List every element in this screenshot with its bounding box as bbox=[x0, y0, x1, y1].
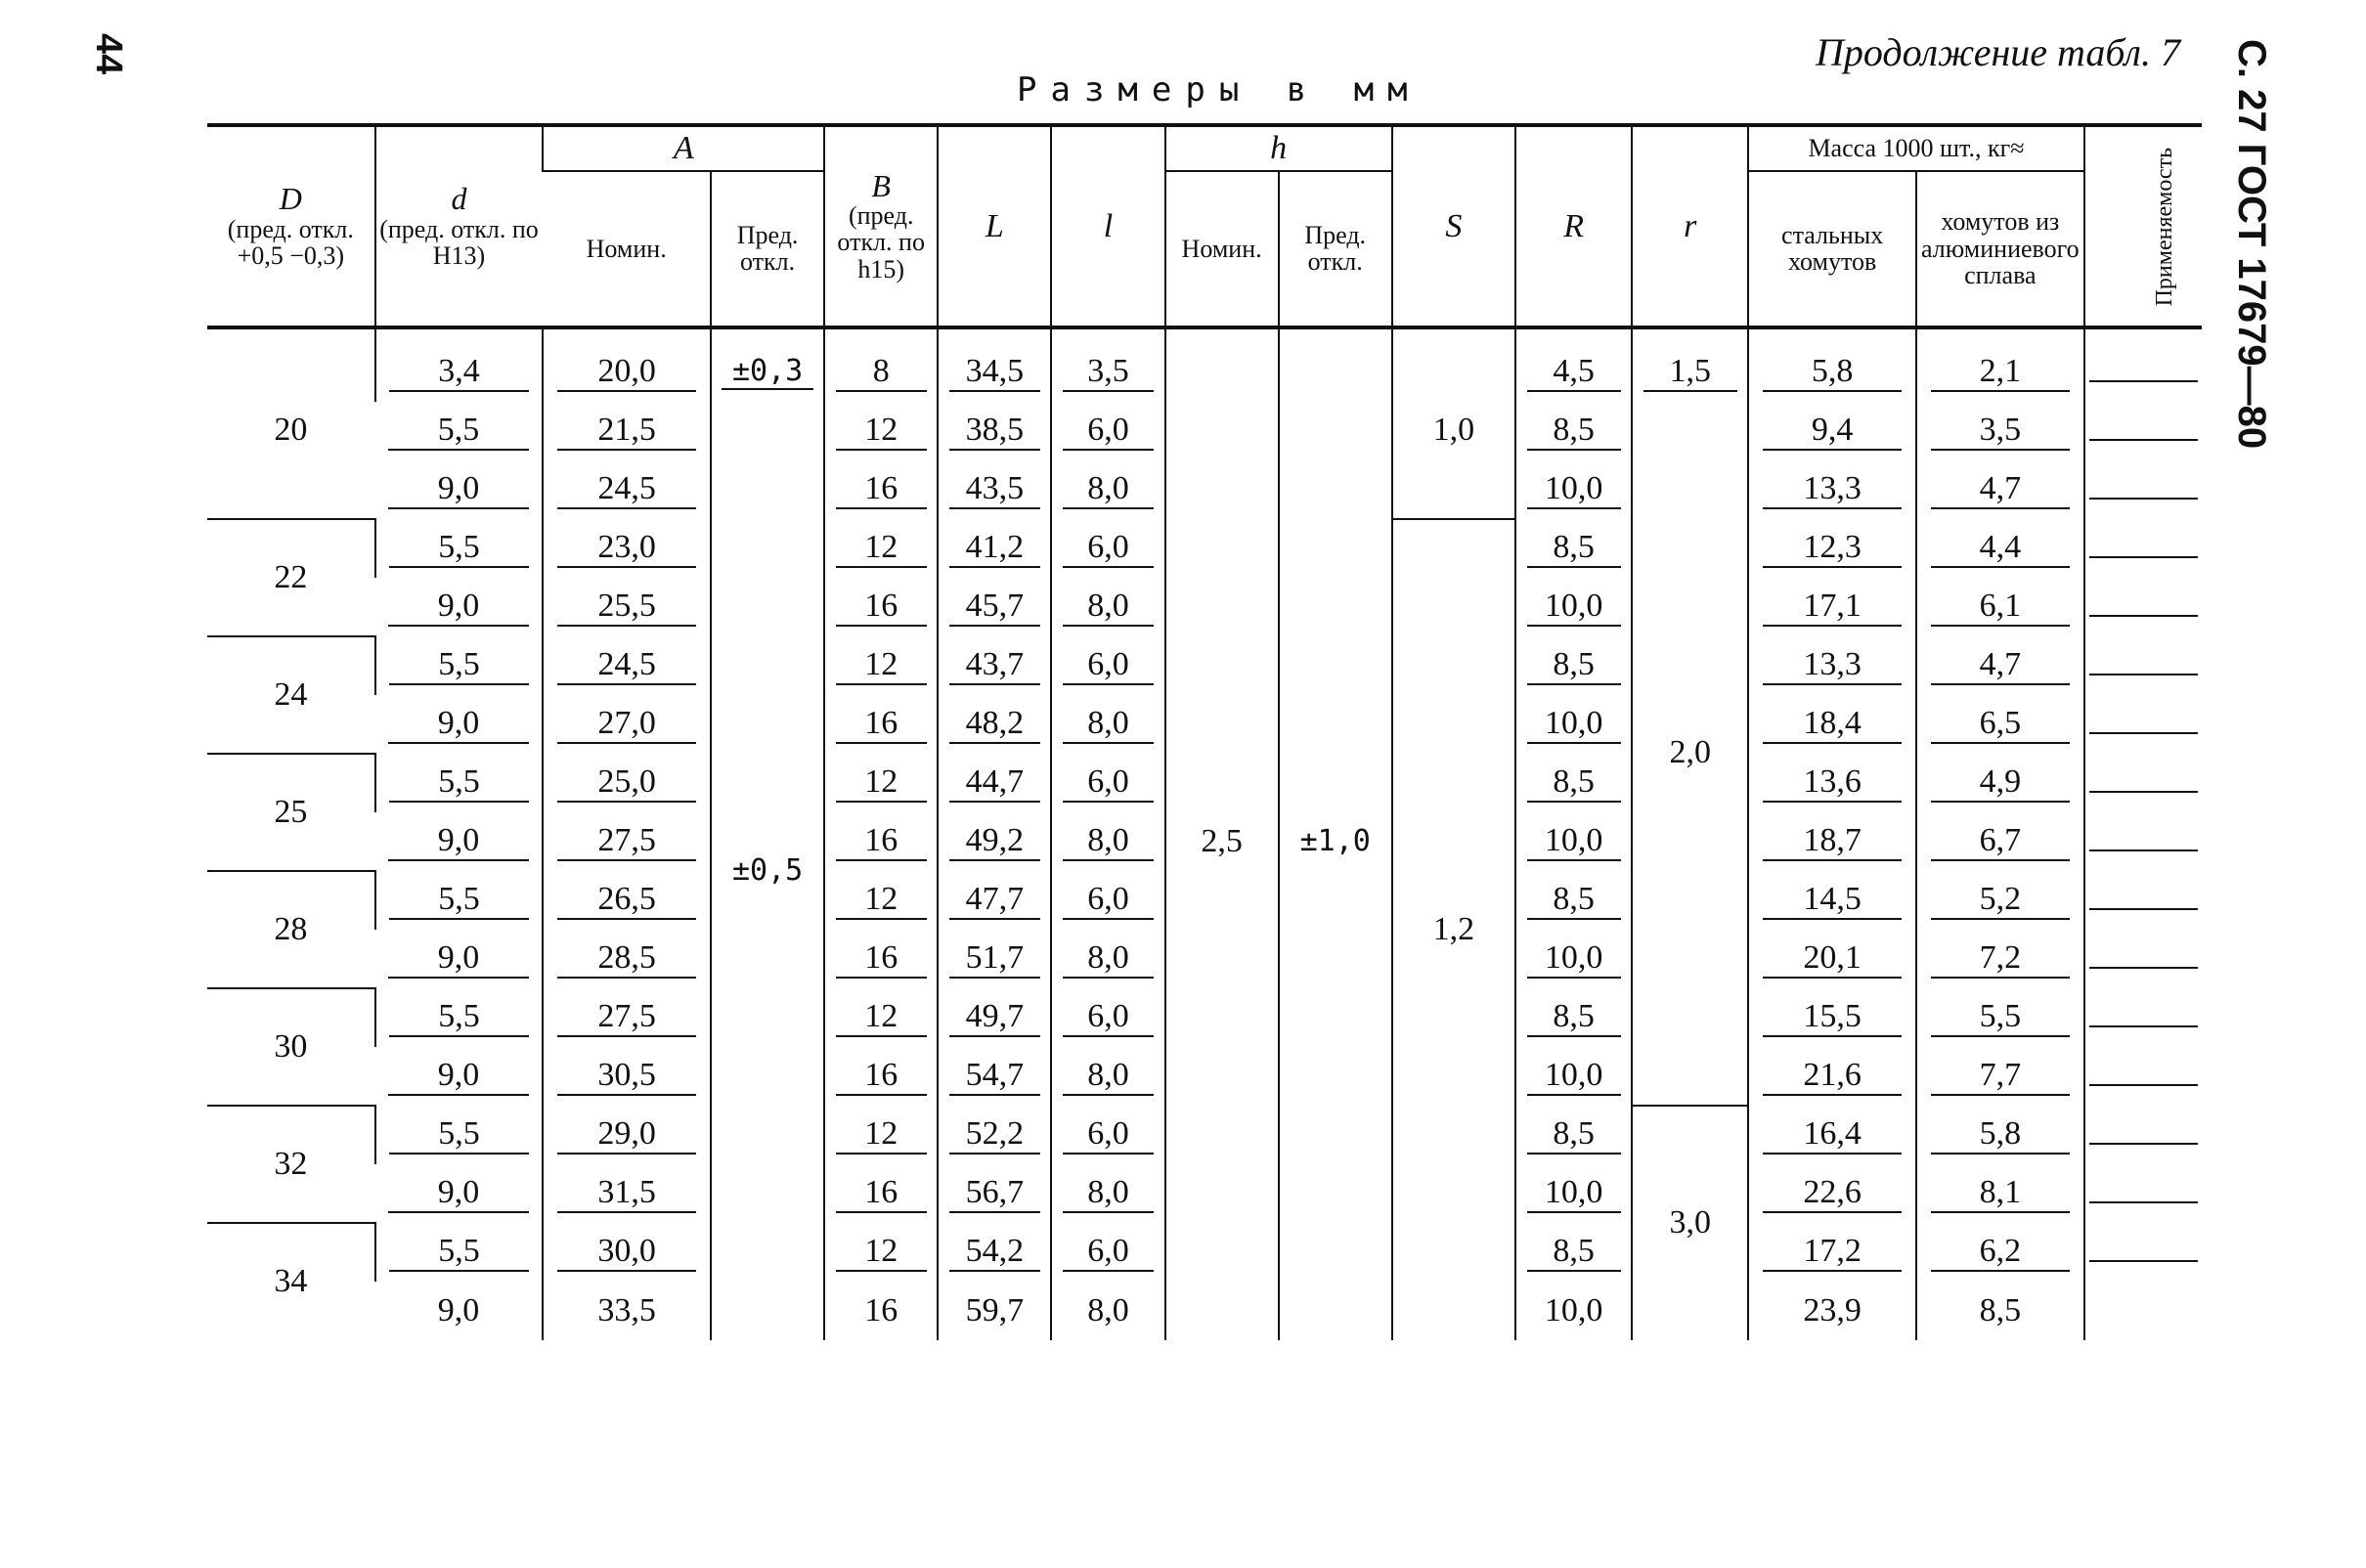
cell-d: 5,5 bbox=[375, 1106, 544, 1164]
header-h-nominal: Номин. bbox=[1165, 171, 1279, 327]
cell-R: 8,5 bbox=[1515, 754, 1632, 812]
cell-R: 4,5 bbox=[1515, 327, 1632, 402]
cell-mass-alu: 5,5 bbox=[1916, 988, 2084, 1047]
cell-applicability bbox=[2084, 1164, 2202, 1223]
cell-A-nominal: 28,5 bbox=[543, 930, 711, 988]
cell-mass-steel: 18,4 bbox=[1748, 695, 1916, 754]
table-row bbox=[207, 327, 2202, 402]
cell-A-nominal: 31,5 bbox=[543, 1164, 711, 1223]
cell-d: 9,0 bbox=[375, 695, 544, 754]
cell-applicability bbox=[2084, 460, 2202, 519]
cell-mass-alu: 6,1 bbox=[1916, 578, 2084, 636]
header-h-deviation: Пред. откл. bbox=[1279, 171, 1392, 327]
cell-applicability bbox=[2084, 578, 2202, 636]
cell-applicability bbox=[2084, 754, 2202, 812]
cell-A-nominal: 30,5 bbox=[543, 1047, 711, 1106]
cell-h-deviation: ±1,0 bbox=[1279, 327, 1392, 1340]
cell-D: 32 bbox=[207, 1106, 375, 1223]
cell-d: 5,5 bbox=[375, 871, 544, 930]
cell-R: 8,5 bbox=[1515, 519, 1632, 578]
cell-d: 9,0 bbox=[375, 812, 544, 871]
cell-applicability bbox=[2084, 1223, 2202, 1282]
cell-A-nominal: 33,5 bbox=[543, 1282, 711, 1340]
header-B: B (пред. откл. по h15) bbox=[824, 125, 938, 327]
cell-L: 59,7 bbox=[938, 1282, 1051, 1340]
cell-d: 9,0 bbox=[375, 1047, 544, 1106]
cell-D: 28 bbox=[207, 871, 375, 988]
table-body bbox=[207, 327, 2202, 1340]
cell-r: 3,0 bbox=[1632, 1106, 1748, 1340]
cell-B: 16 bbox=[824, 1047, 938, 1106]
cell-R: 8,5 bbox=[1515, 402, 1632, 460]
cell-A-nominal: 21,5 bbox=[543, 402, 711, 460]
cell-R: 10,0 bbox=[1515, 695, 1632, 754]
cell-d: 5,5 bbox=[375, 754, 544, 812]
cell-D: 25 bbox=[207, 754, 375, 871]
cell-mass-steel: 14,5 bbox=[1748, 871, 1916, 930]
cell-S: 1,2 bbox=[1392, 519, 1515, 1340]
header-R: R bbox=[1515, 125, 1632, 327]
cell-applicability bbox=[2084, 1106, 2202, 1164]
cell-A-nominal: 26,5 bbox=[543, 871, 711, 930]
cell-B: 16 bbox=[824, 930, 938, 988]
header-applicability: Применяемость bbox=[2084, 125, 2202, 327]
header-A: A bbox=[543, 125, 824, 171]
cell-d: 5,5 bbox=[375, 1223, 544, 1282]
cell-r: 1,5 bbox=[1632, 327, 1748, 402]
cell-A-deviation: ±0,5 bbox=[711, 402, 824, 1340]
cell-A-nominal: 25,0 bbox=[543, 754, 711, 812]
header-mass-steel: стальных хомутов bbox=[1748, 171, 1916, 327]
cell-B: 12 bbox=[824, 636, 938, 695]
cell-r: 2,0 bbox=[1632, 402, 1748, 1106]
cell-mass-steel: 23,9 bbox=[1748, 1282, 1916, 1340]
cell-R: 10,0 bbox=[1515, 1047, 1632, 1106]
cell-l: 8,0 bbox=[1051, 578, 1164, 636]
cell-mass-steel: 5,8 bbox=[1748, 327, 1916, 402]
header-L: L bbox=[938, 125, 1051, 327]
cell-L: 48,2 bbox=[938, 695, 1051, 754]
cell-mass-alu: 6,2 bbox=[1916, 1223, 2084, 1282]
cell-R: 10,0 bbox=[1515, 578, 1632, 636]
cell-A-nominal: 27,5 bbox=[543, 988, 711, 1047]
cell-d: 3,4 bbox=[375, 327, 544, 402]
header-h: h bbox=[1165, 125, 1392, 171]
page-number: 44 bbox=[88, 33, 129, 75]
table-continuation-caption: Продолжение табл. 7 bbox=[1815, 30, 2180, 74]
cell-L: 51,7 bbox=[938, 930, 1051, 988]
header-d: d (пред. откл. по H13) bbox=[375, 125, 544, 327]
cell-A-nominal: 23,0 bbox=[543, 519, 711, 578]
cell-d: 5,5 bbox=[375, 402, 544, 460]
cell-d: 9,0 bbox=[375, 930, 544, 988]
cell-B: 12 bbox=[824, 1223, 938, 1282]
cell-B: 16 bbox=[824, 812, 938, 871]
cell-A-nominal: 27,0 bbox=[543, 695, 711, 754]
cell-d: 9,0 bbox=[375, 1164, 544, 1223]
cell-mass-alu: 8,1 bbox=[1916, 1164, 2084, 1223]
cell-mass-steel: 22,6 bbox=[1748, 1164, 1916, 1223]
cell-applicability bbox=[2084, 812, 2202, 871]
cell-mass-alu: 4,7 bbox=[1916, 636, 2084, 695]
cell-mass-steel: 9,4 bbox=[1748, 402, 1916, 460]
cell-A-nominal: 29,0 bbox=[543, 1106, 711, 1164]
cell-R: 8,5 bbox=[1515, 988, 1632, 1047]
cell-l: 8,0 bbox=[1051, 1047, 1164, 1106]
cell-mass-alu: 4,4 bbox=[1916, 519, 2084, 578]
cell-L: 47,7 bbox=[938, 871, 1051, 930]
cell-mass-steel: 13,3 bbox=[1748, 636, 1916, 695]
cell-B: 16 bbox=[824, 1282, 938, 1340]
cell-applicability bbox=[2084, 930, 2202, 988]
cell-mass-alu: 7,2 bbox=[1916, 930, 2084, 988]
header-S: S bbox=[1392, 125, 1515, 327]
header-A-nominal: Номин. bbox=[543, 171, 711, 327]
header-mass: Масса 1000 шт., кг≈ bbox=[1748, 125, 2083, 171]
cell-mass-alu: 7,7 bbox=[1916, 1047, 2084, 1106]
units-caption: Размеры в мм bbox=[1017, 70, 1422, 109]
cell-l: 6,0 bbox=[1051, 1223, 1164, 1282]
cell-L: 52,2 bbox=[938, 1106, 1051, 1164]
cell-mass-alu: 6,5 bbox=[1916, 695, 2084, 754]
cell-applicability bbox=[2084, 327, 2202, 402]
header-row bbox=[207, 125, 2202, 171]
cell-L: 54,7 bbox=[938, 1047, 1051, 1106]
cell-B: 12 bbox=[824, 519, 938, 578]
cell-A-nominal: 25,5 bbox=[543, 578, 711, 636]
cell-R: 8,5 bbox=[1515, 1106, 1632, 1164]
cell-mass-steel: 16,4 bbox=[1748, 1106, 1916, 1164]
cell-B: 12 bbox=[824, 1106, 938, 1164]
cell-l: 8,0 bbox=[1051, 460, 1164, 519]
cell-l: 6,0 bbox=[1051, 636, 1164, 695]
cell-mass-steel: 12,3 bbox=[1748, 519, 1916, 578]
cell-A-nominal: 30,0 bbox=[543, 1223, 711, 1282]
cell-d: 9,0 bbox=[437, 1291, 480, 1328]
header-l: l bbox=[1051, 125, 1164, 327]
cell-L: 45,7 bbox=[938, 578, 1051, 636]
cell-applicability bbox=[2084, 1047, 2202, 1106]
cell-mass-steel: 13,6 bbox=[1748, 754, 1916, 812]
cell-l: 6,0 bbox=[1051, 871, 1164, 930]
cell-B: 12 bbox=[824, 402, 938, 460]
cell-A-deviation: ±0,3 bbox=[711, 327, 824, 402]
cell-mass-alu: 4,7 bbox=[1916, 460, 2084, 519]
cell-mass-alu: 5,2 bbox=[1916, 871, 2084, 930]
cell-D: 20 bbox=[207, 327, 375, 519]
header-mass-alu: хомутов из алюминиевого сплава bbox=[1916, 171, 2084, 327]
cell-R: 10,0 bbox=[1515, 1282, 1632, 1340]
cell-mass-alu: 4,9 bbox=[1916, 754, 2084, 812]
cell-mass-steel: 21,6 bbox=[1748, 1047, 1916, 1106]
cell-D: 22 bbox=[207, 519, 375, 636]
cell-A-nominal: 27,5 bbox=[543, 812, 711, 871]
cell-d: 9,0 bbox=[375, 460, 544, 519]
cell-A-nominal: 24,5 bbox=[543, 636, 711, 695]
cell-mass-alu: 3,5 bbox=[1916, 402, 2084, 460]
cell-d: 9,0 bbox=[375, 578, 544, 636]
cell-R: 8,5 bbox=[1515, 871, 1632, 930]
cell-B: 16 bbox=[824, 578, 938, 636]
header-r: r bbox=[1632, 125, 1748, 327]
cell-mass-alu: 8,5 bbox=[1916, 1282, 2084, 1340]
cell-d: 5,5 bbox=[375, 636, 544, 695]
cell-h-nominal: 2,5 bbox=[1165, 327, 1279, 1340]
cell-l: 6,0 bbox=[1051, 1106, 1164, 1164]
cell-mass-alu: 5,8 bbox=[1916, 1106, 2084, 1164]
header-A-deviation: Пред. откл. bbox=[711, 171, 824, 327]
cell-d: 5,5 bbox=[375, 988, 544, 1047]
cell-l: 8,0 bbox=[1051, 812, 1164, 871]
cell-B: 8 bbox=[824, 327, 938, 402]
cell-mass-alu: 2,1 bbox=[1916, 327, 2084, 402]
cell-R: 10,0 bbox=[1515, 460, 1632, 519]
cell-B: 16 bbox=[824, 460, 938, 519]
cell-D: 34 bbox=[274, 1263, 308, 1300]
cell-mass-steel: 13,3 bbox=[1748, 460, 1916, 519]
cell-l: 6,0 bbox=[1051, 988, 1164, 1047]
cell-mass-alu: 6,7 bbox=[1916, 812, 2084, 871]
cell-mass-steel: 20,1 bbox=[1748, 930, 1916, 988]
cell-B: 12 bbox=[824, 754, 938, 812]
cell-l: 8,0 bbox=[1051, 695, 1164, 754]
cell-S: 1,0 bbox=[1392, 327, 1515, 519]
cell-d: 5,5 bbox=[375, 519, 544, 578]
cell-L: 41,2 bbox=[938, 519, 1051, 578]
cell-B: 12 bbox=[824, 871, 938, 930]
cell-L: 49,7 bbox=[938, 988, 1051, 1047]
cell-R: 10,0 bbox=[1515, 1164, 1632, 1223]
cell-R: 8,5 bbox=[1515, 1223, 1632, 1282]
standard-title: С. 27 ГОСТ 17679—80 bbox=[2230, 39, 2273, 450]
cell-applicability bbox=[2084, 636, 2202, 695]
cell-l: 8,0 bbox=[1051, 1282, 1164, 1340]
cell-mass-steel: 17,2 bbox=[1748, 1223, 1916, 1282]
cell-applicability bbox=[2084, 402, 2202, 460]
cell-applicability bbox=[2084, 1282, 2202, 1340]
cell-L: 54,2 bbox=[938, 1223, 1051, 1282]
cell-mass-steel: 18,7 bbox=[1748, 812, 1916, 871]
cell-l: 8,0 bbox=[1051, 1164, 1164, 1223]
cell-R: 10,0 bbox=[1515, 812, 1632, 871]
cell-L: 49,2 bbox=[938, 812, 1051, 871]
cell-L: 38,5 bbox=[938, 402, 1051, 460]
cell-D: 30 bbox=[207, 988, 375, 1106]
cell-applicability bbox=[2084, 519, 2202, 578]
cell-l: 6,0 bbox=[1051, 754, 1164, 812]
cell-L: 43,7 bbox=[938, 636, 1051, 695]
cell-applicability bbox=[2084, 695, 2202, 754]
cell-L: 44,7 bbox=[938, 754, 1051, 812]
cell-L: 34,5 bbox=[938, 327, 1051, 402]
cell-l: 3,5 bbox=[1051, 327, 1164, 402]
cell-l: 6,0 bbox=[1051, 519, 1164, 578]
cell-L: 43,5 bbox=[938, 460, 1051, 519]
cell-R: 8,5 bbox=[1515, 636, 1632, 695]
cell-applicability bbox=[2084, 988, 2202, 1047]
cell-A-nominal: 24,5 bbox=[543, 460, 711, 519]
header-D: D (пред. откл. +0,5 −0,3) bbox=[207, 125, 375, 327]
cell-B: 12 bbox=[824, 988, 938, 1047]
cell-D: 24 bbox=[207, 636, 375, 754]
cell-R: 10,0 bbox=[1515, 930, 1632, 988]
cell-B: 16 bbox=[824, 1164, 938, 1223]
cell-applicability bbox=[2084, 871, 2202, 930]
cell-mass-steel: 15,5 bbox=[1748, 988, 1916, 1047]
cell-mass-steel: 17,1 bbox=[1748, 578, 1916, 636]
cell-B: 16 bbox=[824, 695, 938, 754]
cell-l: 6,0 bbox=[1051, 402, 1164, 460]
dimensions-table bbox=[207, 123, 2202, 1340]
cell-l: 8,0 bbox=[1051, 930, 1164, 988]
cell-L: 56,7 bbox=[938, 1164, 1051, 1223]
cell-A-nominal: 20,0 bbox=[543, 327, 711, 402]
